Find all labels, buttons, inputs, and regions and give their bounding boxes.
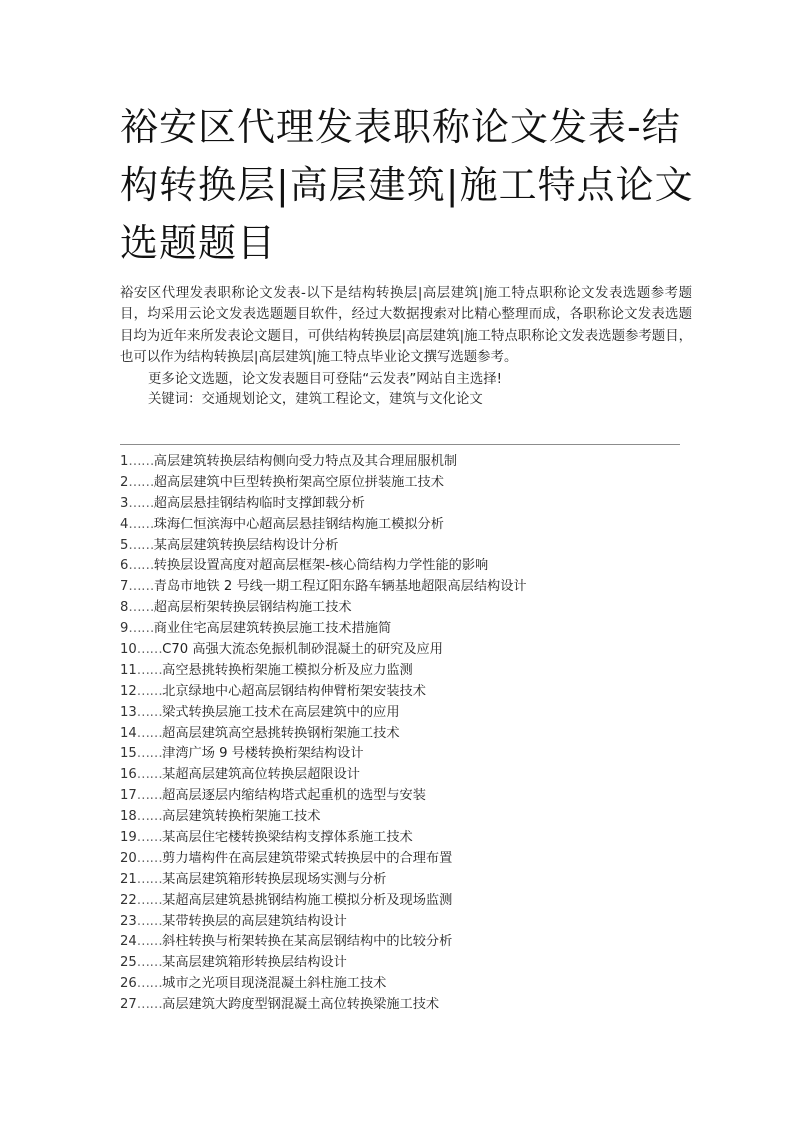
- list-item-leader: ……: [136, 746, 163, 762]
- list-item-text: C70 高强大流态免振机制砂混凝土的研究及应用: [162, 642, 443, 658]
- list-item-leader: ……: [128, 454, 154, 469]
- list-item-leader: ……: [136, 767, 163, 783]
- list-item: [120, 452, 700, 473]
- list-item-text: 某超高层建筑悬挑钢结构施工模拟分析及现场监测: [162, 892, 453, 908]
- list-item: [120, 744, 700, 765]
- list-item: [120, 473, 700, 494]
- list-item-text: 高层建筑转换桁架施工技术: [162, 809, 321, 825]
- list-item-number: 1: [120, 454, 129, 469]
- list-item-text: 高层建筑转换层结构侧向受力特点及其合理屈服机制: [153, 454, 458, 469]
- more-info-line: 更多论文选题，论文发表题目可登陆“云发表”网站自主选择!: [148, 372, 503, 387]
- document-title: 裕安区代理发表职称论文发表-结构转换层|高层建筑|施工特点论文选题题目: [120, 105, 694, 265]
- list-item-text: 津湾广场 9 号楼转换桁架结构设计: [162, 746, 364, 762]
- list-item-text: 青岛市地铁 2 号线一期工程辽阳东路车辆基地超限高层结构设计: [153, 579, 527, 595]
- list-item: [120, 912, 700, 933]
- list-item: [120, 661, 700, 682]
- list-item: [120, 724, 700, 745]
- list-item: [120, 828, 700, 849]
- list-item-number: 5: [120, 537, 129, 553]
- list-item: [120, 619, 700, 640]
- list-item-number: 26: [120, 976, 137, 992]
- list-item-leader: ……: [136, 642, 163, 658]
- list-item-number: 7: [120, 579, 129, 595]
- list-item-leader: ……: [136, 725, 163, 741]
- list-item-number: 2: [120, 474, 129, 490]
- list-item-number: 14: [120, 725, 137, 741]
- list-item-text: 超高层桁架转换层钢结构施工技术: [153, 600, 352, 616]
- list-item-number: 12: [120, 683, 137, 699]
- list-item-leader: ……: [136, 913, 163, 929]
- list-item-number: 24: [120, 934, 137, 950]
- list-item-number: 16: [120, 767, 137, 783]
- list-item-leader: ……: [128, 516, 154, 532]
- list-item-number: 8: [120, 600, 129, 616]
- list-item: [120, 703, 700, 724]
- list-item-leader: ……: [128, 600, 154, 616]
- list-item-leader: ……: [128, 474, 154, 490]
- list-item-number: 18: [120, 809, 137, 825]
- list-item-leader: ……: [128, 537, 154, 553]
- list-item-text: 梁式转换层施工技术在高层建筑中的应用: [162, 704, 400, 720]
- list-item-number: 11: [120, 662, 137, 678]
- list-item-leader: ……: [136, 788, 163, 804]
- list-item-leader: ……: [136, 892, 163, 908]
- list-item-number: 27: [120, 997, 137, 1013]
- list-item-number: 17: [120, 788, 137, 804]
- list-item-text: 城市之光项目现浇混凝土斜柱施工技术: [162, 976, 387, 992]
- list-item-text: 超高层建筑中巨型转换桁架高空原位拼装施工技术: [153, 474, 444, 490]
- list-item-number: 13: [120, 704, 137, 720]
- list-item-number: 20: [120, 850, 137, 866]
- list-item-number: 25: [120, 955, 137, 971]
- list-item: [120, 640, 700, 661]
- list-item: [120, 682, 700, 703]
- list-item: [120, 765, 700, 786]
- list-item-leader: ……: [136, 955, 163, 971]
- list-item: [120, 494, 700, 515]
- list-item-text: 某高层建筑箱形转换层结构设计: [162, 955, 347, 971]
- intro-paragraph: 裕安区代理发表职称论文发表-以下是结构转换层|高层建筑|施工特点职称论文发表选题参考题目，均采用云论文发表选题题目软件，经过大数据搜索对比精心整理而成，各职称论文发表选题目均为近年来所发表论文题目，可供结构转换层|高层建筑|施工特点职称论文发表选题参考题目，也可以作为结构转换层|高层建筑|施工特点毕业论文撰写选题参考。: [120, 286, 692, 365]
- list-item-text: 超高层建筑高空悬挑转换钢桁架施工技术: [162, 725, 400, 741]
- list-item-text: 超高层悬挂钢结构临时支撑卸载分析: [153, 495, 365, 511]
- list-item-number: 15: [120, 746, 137, 762]
- list-item-number: 10: [120, 642, 137, 658]
- list-item: [120, 870, 700, 891]
- list-item-text: 商业住宅高层建筑转换层施工技术措施简: [153, 621, 392, 637]
- list-item-number: 23: [120, 913, 137, 929]
- list-item: [120, 515, 700, 536]
- list-item-text: 剪力墙构件在高层建筑带梁式转换层中的合理布置: [162, 850, 453, 866]
- list-item-leader: ……: [136, 871, 163, 887]
- list-item: [120, 786, 700, 807]
- list-item: [120, 953, 700, 974]
- list-item: [120, 598, 700, 619]
- list-item-text: 某超高层建筑高位转换层超限设计: [162, 767, 360, 783]
- list-item-text: 某高层建筑箱形转换层现场实测与分析: [162, 871, 387, 887]
- list-item-text: 转换层设置高度对超高层框架-核心筒结构力学性能的影响: [153, 558, 489, 574]
- list-item-leader: ……: [136, 934, 163, 950]
- list-item-number: 21: [120, 871, 137, 887]
- list-item-text: 高层建筑大跨度型钢混凝土高位转换梁施工技术: [162, 997, 440, 1013]
- list-item-leader: ……: [136, 809, 163, 825]
- list-item-leader: ……: [136, 850, 163, 866]
- list-item-text: 超高层逐层内缩结构塔式起重机的选型与安装: [162, 788, 426, 804]
- list-item-text: 某高层住宅楼转换梁结构支撑体系施工技术: [162, 830, 413, 846]
- list-item: [120, 807, 700, 828]
- list-item: [120, 932, 700, 953]
- list-item-number: 3: [120, 495, 129, 511]
- list-item-leader: ……: [136, 976, 163, 992]
- list-item-number: 22: [120, 892, 137, 908]
- list-item-leader: ……: [136, 704, 163, 720]
- list-item-leader: ……: [136, 997, 163, 1013]
- list-item: [120, 995, 700, 1016]
- list-item: [120, 577, 700, 598]
- list-item-number: 19: [120, 830, 137, 846]
- list-item: [120, 891, 700, 912]
- list-item: [120, 974, 700, 995]
- list-item-leader: ……: [136, 683, 163, 699]
- topic-list: [120, 452, 700, 1016]
- list-item-leader: ……: [136, 830, 163, 846]
- list-item-leader: ……: [128, 495, 154, 511]
- list-item-text: 北京绿地中心超高层钢结构伸臂桁架安装技术: [162, 683, 426, 699]
- list-item-text: 某高层建筑转换层结构设计分析: [153, 537, 339, 553]
- list-item-leader: ……: [128, 579, 154, 595]
- list-item-number: 6: [120, 558, 129, 574]
- list-item-leader: ……: [128, 621, 154, 637]
- list-item-number: 9: [120, 621, 129, 637]
- list-item-leader: ……: [128, 558, 154, 574]
- section-divider: [120, 444, 680, 445]
- list-item-number: 4: [120, 516, 129, 532]
- list-item: [120, 849, 700, 870]
- list-item: [120, 556, 700, 577]
- list-item-text: 珠海仁恒滨海中心超高层悬挂钢结构施工模拟分析: [153, 516, 444, 532]
- list-item-text: 斜柱转换与桁架转换在某高层钢结构中的比较分析: [162, 934, 453, 950]
- keywords-line: 关键词：交通规划论文，建筑工程论文，建筑与文化论文: [148, 392, 483, 407]
- list-item-text: 某带转换层的高层建筑结构设计: [162, 913, 347, 929]
- list-item-text: 高空悬挑转换桁架施工模拟分析及应力监测: [162, 662, 413, 678]
- list-item: [120, 536, 700, 557]
- list-item-leader: ……: [136, 662, 163, 678]
